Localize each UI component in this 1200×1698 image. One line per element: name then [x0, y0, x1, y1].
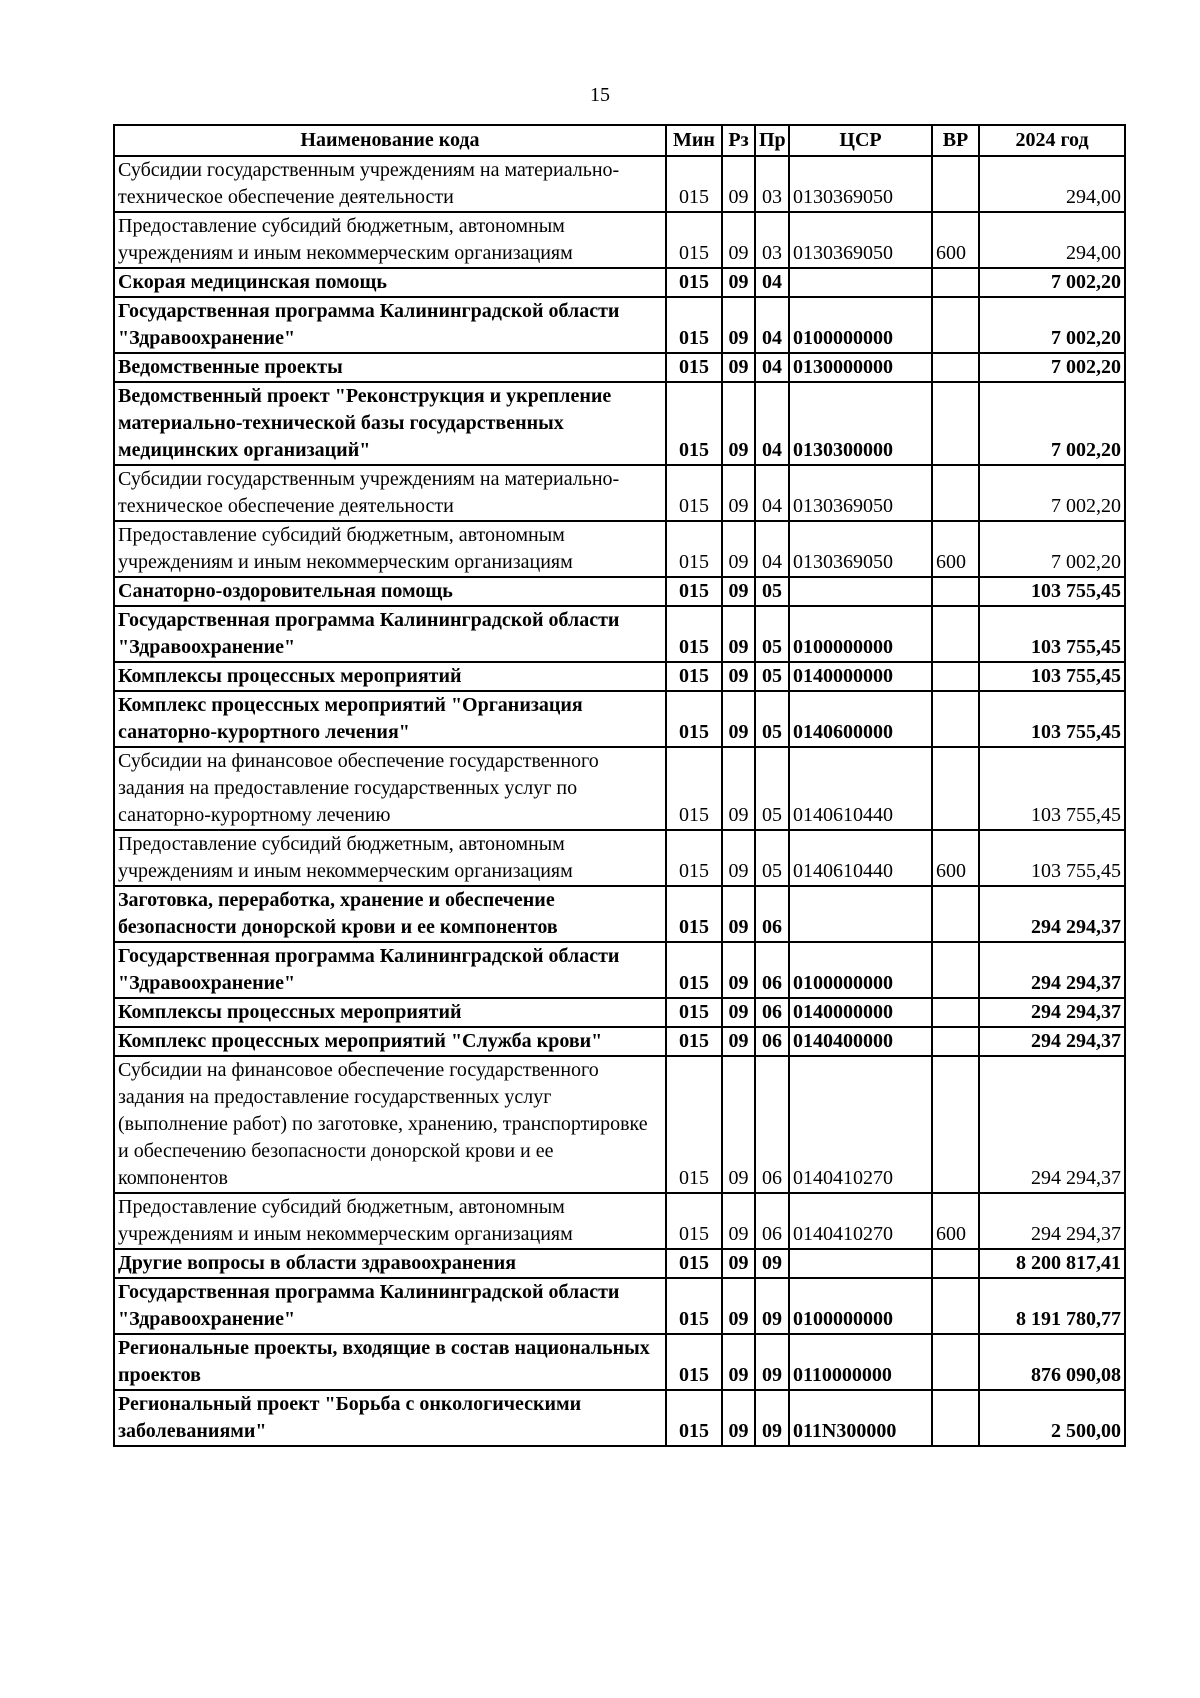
cell-name: Другие вопросы в области здравоохранения — [114, 1249, 666, 1278]
cell-rz: 09 — [722, 1056, 755, 1193]
cell-pr: 06 — [755, 1193, 789, 1249]
cell-min: 015 — [666, 353, 722, 382]
cell-vr — [932, 1056, 979, 1193]
table-row — [114, 1056, 1125, 1193]
cell-csr: 0140000000 — [789, 998, 932, 1027]
cell-csr: 0130000000 — [789, 353, 932, 382]
cell-vr — [932, 268, 979, 297]
cell-amount: 8 191 780,77 — [979, 1278, 1125, 1334]
table-row — [114, 382, 1125, 465]
cell-pr: 06 — [755, 886, 789, 942]
cell-pr: 04 — [755, 382, 789, 465]
cell-name: Государственная программа Калининградской области "Здравоохранение" — [114, 1278, 666, 1334]
cell-name: Ведомственные проекты — [114, 353, 666, 382]
cell-name: Санаторно-оздоровительная помощь — [114, 577, 666, 606]
table-row — [114, 830, 1125, 886]
cell-vr — [932, 577, 979, 606]
cell-pr: 05 — [755, 830, 789, 886]
cell-min: 015 — [666, 830, 722, 886]
cell-csr — [789, 268, 932, 297]
budget-table — [113, 124, 1126, 1447]
cell-rz: 09 — [722, 353, 755, 382]
cell-csr: 0100000000 — [789, 942, 932, 998]
table-row — [114, 1278, 1125, 1334]
cell-vr — [932, 998, 979, 1027]
cell-vr — [932, 1027, 979, 1056]
cell-rz: 09 — [722, 747, 755, 830]
cell-vr — [932, 297, 979, 353]
cell-name: Заготовка, переработка, хранение и обеспечение безопасности донорской крови и ее компонентов — [114, 886, 666, 942]
cell-name: Государственная программа Калининградской области "Здравоохранение" — [114, 297, 666, 353]
cell-amount: 8 200 817,41 — [979, 1249, 1125, 1278]
cell-amount: 103 755,45 — [979, 606, 1125, 662]
cell-min: 015 — [666, 1278, 722, 1334]
cell-name: Предоставление субсидий бюджетным, автономным учреждениям и иным некоммерческим организациям — [114, 521, 666, 577]
cell-amount: 103 755,45 — [979, 830, 1125, 886]
cell-name: Комплексы процессных мероприятий — [114, 662, 666, 691]
cell-name: Субсидии на финансовое обеспечение государственного задания на предоставление государственных услуг по санаторно-курортному лечению — [114, 747, 666, 830]
cell-rz: 09 — [722, 1390, 755, 1446]
cell-amount: 7 002,20 — [979, 521, 1125, 577]
cell-vr — [932, 942, 979, 998]
cell-amount: 7 002,20 — [979, 465, 1125, 521]
cell-csr: 0140410270 — [789, 1193, 932, 1249]
table-row — [114, 297, 1125, 353]
cell-rz: 09 — [722, 268, 755, 297]
cell-name: Государственная программа Калининградской области "Здравоохранение" — [114, 942, 666, 998]
cell-vr — [932, 691, 979, 747]
cell-csr: 0100000000 — [789, 606, 932, 662]
cell-rz: 09 — [722, 1193, 755, 1249]
cell-csr: 0140000000 — [789, 662, 932, 691]
cell-pr: 09 — [755, 1249, 789, 1278]
table-row — [114, 212, 1125, 268]
cell-amount: 294 294,37 — [979, 942, 1125, 998]
cell-min: 015 — [666, 1056, 722, 1193]
cell-amount: 103 755,45 — [979, 691, 1125, 747]
cell-vr: 600 — [932, 521, 979, 577]
cell-min: 015 — [666, 382, 722, 465]
cell-csr — [789, 1249, 932, 1278]
cell-min: 015 — [666, 886, 722, 942]
cell-rz: 09 — [722, 606, 755, 662]
cell-rz: 09 — [722, 382, 755, 465]
cell-pr: 03 — [755, 156, 789, 212]
header-pr: Пр — [755, 125, 789, 156]
table-row — [114, 156, 1125, 212]
cell-pr: 04 — [755, 297, 789, 353]
table-row — [114, 1193, 1125, 1249]
cell-csr: 0100000000 — [789, 1278, 932, 1334]
cell-rz: 09 — [722, 465, 755, 521]
cell-rz: 09 — [722, 1334, 755, 1390]
cell-amount: 876 090,08 — [979, 1334, 1125, 1390]
cell-vr — [932, 156, 979, 212]
cell-amount: 103 755,45 — [979, 747, 1125, 830]
cell-csr: 0130369050 — [789, 156, 932, 212]
cell-csr — [789, 577, 932, 606]
cell-min: 015 — [666, 1193, 722, 1249]
table-row — [114, 521, 1125, 577]
cell-min: 015 — [666, 1390, 722, 1446]
cell-pr: 05 — [755, 606, 789, 662]
cell-min: 015 — [666, 942, 722, 998]
cell-name: Предоставление субсидий бюджетным, автономным учреждениям и иным некоммерческим организациям — [114, 212, 666, 268]
cell-min: 015 — [666, 998, 722, 1027]
cell-pr: 05 — [755, 662, 789, 691]
table-row — [114, 353, 1125, 382]
cell-csr: 0130300000 — [789, 382, 932, 465]
cell-name: Комплексы процессных мероприятий — [114, 998, 666, 1027]
table-row — [114, 1390, 1125, 1446]
cell-min: 015 — [666, 662, 722, 691]
cell-vr — [932, 747, 979, 830]
table-row — [114, 942, 1125, 998]
cell-min: 015 — [666, 747, 722, 830]
cell-pr: 05 — [755, 747, 789, 830]
cell-min: 015 — [666, 1027, 722, 1056]
cell-csr: 0140610440 — [789, 830, 932, 886]
cell-csr — [789, 886, 932, 942]
cell-rz: 09 — [722, 942, 755, 998]
cell-pr: 09 — [755, 1334, 789, 1390]
cell-vr — [932, 1249, 979, 1278]
cell-vr: 600 — [932, 212, 979, 268]
cell-amount: 7 002,20 — [979, 382, 1125, 465]
table-body — [114, 156, 1125, 1446]
cell-pr: 03 — [755, 212, 789, 268]
cell-vr — [932, 353, 979, 382]
cell-name: Комплекс процессных мероприятий "Организация санаторно-курортного лечения" — [114, 691, 666, 747]
cell-min: 015 — [666, 577, 722, 606]
cell-rz: 09 — [722, 662, 755, 691]
cell-pr: 04 — [755, 465, 789, 521]
cell-pr: 09 — [755, 1278, 789, 1334]
table-header-row — [114, 125, 1125, 156]
cell-vr: 600 — [932, 1193, 979, 1249]
cell-name: Предоставление субсидий бюджетным, автономным учреждениям и иным некоммерческим организациям — [114, 1193, 666, 1249]
header-csr: ЦСР — [789, 125, 932, 156]
cell-min: 015 — [666, 156, 722, 212]
cell-amount: 294,00 — [979, 156, 1125, 212]
cell-name: Ведомственный проект "Реконструкция и укрепление материально-технической базы государственных медицинских организаций" — [114, 382, 666, 465]
cell-vr — [932, 886, 979, 942]
cell-csr: 011N300000 — [789, 1390, 932, 1446]
table-row — [114, 1249, 1125, 1278]
cell-name: Региональные проекты, входящие в состав национальных проектов — [114, 1334, 666, 1390]
cell-vr — [932, 1278, 979, 1334]
cell-rz: 09 — [722, 1027, 755, 1056]
cell-name: Субсидии государственным учреждениям на материально-техническое обеспечение деятельности — [114, 156, 666, 212]
cell-min: 015 — [666, 268, 722, 297]
cell-pr: 04 — [755, 353, 789, 382]
cell-amount: 294,00 — [979, 212, 1125, 268]
table-row — [114, 747, 1125, 830]
cell-min: 015 — [666, 212, 722, 268]
cell-rz: 09 — [722, 521, 755, 577]
table-row — [114, 662, 1125, 691]
header-vr: ВР — [932, 125, 979, 156]
cell-csr: 0140400000 — [789, 1027, 932, 1056]
cell-amount: 2 500,00 — [979, 1390, 1125, 1446]
cell-amount: 7 002,20 — [979, 297, 1125, 353]
cell-pr: 04 — [755, 521, 789, 577]
cell-amount: 103 755,45 — [979, 662, 1125, 691]
cell-amount: 294 294,37 — [979, 886, 1125, 942]
cell-amount: 294 294,37 — [979, 998, 1125, 1027]
cell-min: 015 — [666, 606, 722, 662]
cell-min: 015 — [666, 1249, 722, 1278]
table-row — [114, 606, 1125, 662]
header-min: Мин — [666, 125, 722, 156]
cell-name: Скорая медицинская помощь — [114, 268, 666, 297]
cell-pr: 05 — [755, 577, 789, 606]
table-row — [114, 268, 1125, 297]
cell-amount: 7 002,20 — [979, 268, 1125, 297]
cell-name: Субсидии на финансовое обеспечение государственного задания на предоставление государственных услуг (выполнение работ) по заготовке, хранению, транспортировке и обеспечению безопасности донорской крови и ее компонентов — [114, 1056, 666, 1193]
cell-name: Государственная программа Калининградской области "Здравоохранение" — [114, 606, 666, 662]
table-row — [114, 1334, 1125, 1390]
header-rz: Рз — [722, 125, 755, 156]
table-row — [114, 886, 1125, 942]
cell-min: 015 — [666, 521, 722, 577]
cell-pr: 06 — [755, 1027, 789, 1056]
cell-csr: 0100000000 — [789, 297, 932, 353]
cell-csr: 0140600000 — [789, 691, 932, 747]
cell-amount: 103 755,45 — [979, 577, 1125, 606]
header-amount: 2024 год — [979, 125, 1125, 156]
cell-amount: 294 294,37 — [979, 1027, 1125, 1056]
table-row — [114, 1027, 1125, 1056]
cell-csr: 0110000000 — [789, 1334, 932, 1390]
cell-rz: 09 — [722, 297, 755, 353]
cell-name: Субсидии государственным учреждениям на материально-техническое обеспечение деятельности — [114, 465, 666, 521]
cell-vr — [932, 382, 979, 465]
cell-rz: 09 — [722, 691, 755, 747]
cell-rz: 09 — [722, 1278, 755, 1334]
cell-amount: 294 294,37 — [979, 1193, 1125, 1249]
cell-min: 015 — [666, 691, 722, 747]
cell-rz: 09 — [722, 156, 755, 212]
cell-csr: 0130369050 — [789, 212, 932, 268]
cell-min: 015 — [666, 465, 722, 521]
cell-rz: 09 — [722, 577, 755, 606]
table-row — [114, 998, 1125, 1027]
cell-pr: 09 — [755, 1390, 789, 1446]
cell-rz: 09 — [722, 212, 755, 268]
cell-pr: 05 — [755, 691, 789, 747]
cell-name: Предоставление субсидий бюджетным, автономным учреждениям и иным некоммерческим организациям — [114, 830, 666, 886]
cell-min: 015 — [666, 297, 722, 353]
cell-rz: 09 — [722, 830, 755, 886]
cell-vr — [932, 1334, 979, 1390]
cell-rz: 09 — [722, 1249, 755, 1278]
cell-pr: 06 — [755, 1056, 789, 1193]
cell-csr: 0130369050 — [789, 465, 932, 521]
cell-min: 015 — [666, 1334, 722, 1390]
table-row — [114, 577, 1125, 606]
cell-vr: 600 — [932, 830, 979, 886]
cell-vr — [932, 606, 979, 662]
cell-csr: 0140610440 — [789, 747, 932, 830]
header-name: Наименование кода — [114, 125, 666, 156]
table-row — [114, 465, 1125, 521]
cell-pr: 06 — [755, 998, 789, 1027]
cell-pr: 04 — [755, 268, 789, 297]
cell-vr — [932, 1390, 979, 1446]
cell-amount: 294 294,37 — [979, 1056, 1125, 1193]
cell-rz: 09 — [722, 886, 755, 942]
cell-rz: 09 — [722, 998, 755, 1027]
cell-amount: 7 002,20 — [979, 353, 1125, 382]
cell-csr: 0130369050 — [789, 521, 932, 577]
cell-csr: 0140410270 — [789, 1056, 932, 1193]
cell-vr — [932, 465, 979, 521]
cell-name: Региональный проект "Борьба с онкологическими заболеваниями" — [114, 1390, 666, 1446]
page-number: 15 — [590, 84, 610, 106]
cell-vr — [932, 662, 979, 691]
table-row — [114, 691, 1125, 747]
cell-pr: 06 — [755, 942, 789, 998]
cell-name: Комплекс процессных мероприятий "Служба крови" — [114, 1027, 666, 1056]
